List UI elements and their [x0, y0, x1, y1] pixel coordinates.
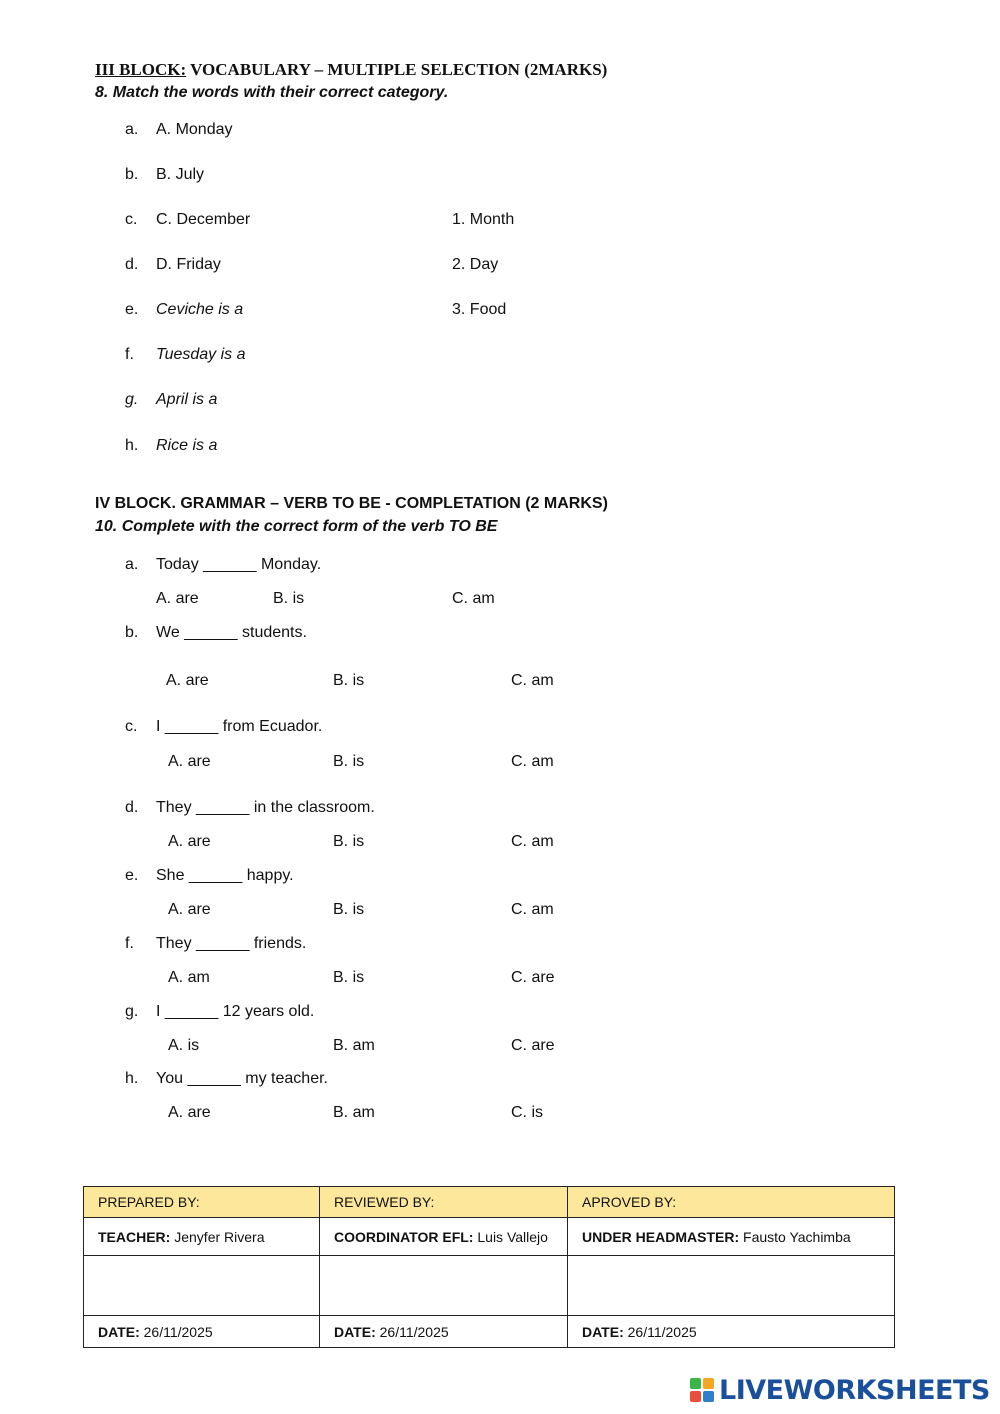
option-c: C. are: [511, 1037, 555, 1054]
option-c: C. are: [511, 969, 555, 986]
question-text: I ______ 12 years old.: [156, 1003, 315, 1020]
list-item: D. Friday: [156, 256, 221, 273]
role-label: UNDER HEADMASTER:: [582, 1228, 740, 1245]
role-label: COORDINATOR EFL:: [334, 1228, 474, 1245]
approval-table: [83, 1186, 895, 1348]
role-name: Luis Vallejo: [473, 1228, 548, 1245]
list-item-letter: e.: [125, 301, 139, 318]
question-text: They ______ in the classroom.: [156, 799, 375, 816]
header-reviewed: REVIEWED BY:: [320, 1187, 568, 1218]
list-item-letter: h.: [125, 437, 139, 454]
question-text: I ______ from Ecuador.: [156, 718, 323, 735]
option-a: A. are: [156, 590, 199, 607]
category-food: 3. Food: [452, 301, 507, 318]
option-c: C. am: [452, 590, 495, 607]
table-row: [84, 1218, 895, 1256]
date-label: DATE:: [582, 1323, 624, 1340]
list-item-letter: g.: [125, 391, 139, 408]
option-b: B. am: [333, 1037, 375, 1054]
option-b: B. am: [333, 1104, 375, 1121]
category-month: 1. Month: [452, 211, 515, 228]
option-b: B. is: [333, 753, 365, 770]
table-row: [84, 1187, 895, 1218]
list-item: Rice is a: [156, 437, 218, 454]
option-b: B. is: [333, 901, 365, 918]
option-a: A. are: [168, 901, 211, 918]
list-item: A. Monday: [156, 121, 233, 138]
liveworksheets-icon: [690, 1378, 716, 1404]
question-letter: f.: [125, 935, 134, 952]
option-b: B. is: [333, 969, 365, 986]
role-name: Jenyfer Rivera: [170, 1228, 265, 1245]
block4-title: IV BLOCK. GRAMMAR – VERB TO BE - COMPLETATION (2 MARKS): [95, 495, 608, 512]
question-text: You ______ my teacher.: [156, 1070, 328, 1087]
question-letter: c.: [125, 718, 138, 735]
date-value: 26/11/2025: [623, 1323, 697, 1340]
option-c: C. am: [511, 753, 554, 770]
date-value: 26/11/2025: [139, 1323, 213, 1340]
list-item-letter: b.: [125, 166, 139, 183]
brand-name: LIVEWORKSHEETS: [719, 1375, 990, 1406]
list-item-letter: d.: [125, 256, 139, 273]
option-b: B. is: [273, 590, 305, 607]
question-letter: h.: [125, 1070, 139, 1087]
table-row: [84, 1256, 895, 1316]
option-a: A. are: [168, 833, 211, 850]
header-approved: APROVED BY:: [568, 1187, 895, 1218]
list-item: C. December: [156, 211, 251, 228]
block4-instruction: 10. Complete with the correct form of the verb TO BE: [95, 518, 498, 535]
question-text: We ______ students.: [156, 624, 307, 641]
question-letter: b.: [125, 624, 139, 641]
block3-title: VOCABULARY – MULTIPLE SELECTION (2MARKS): [186, 60, 608, 79]
role-cell: [320, 1218, 568, 1256]
block3-heading: [95, 60, 607, 80]
date-cell: [320, 1316, 568, 1348]
category-day: 2. Day: [452, 256, 499, 273]
signature-cell: [568, 1256, 895, 1316]
signature-cell: [84, 1256, 320, 1316]
question-text: She ______ happy.: [156, 867, 294, 884]
question-letter: g.: [125, 1003, 139, 1020]
list-item: Ceviche is a: [156, 301, 244, 318]
date-cell: [84, 1316, 320, 1348]
role-label: TEACHER:: [98, 1228, 171, 1245]
date-label: DATE:: [334, 1323, 376, 1340]
option-a: A. are: [168, 1104, 211, 1121]
block3-instruction: 8. Match the words with their correct category.: [95, 84, 449, 101]
option-c: C. am: [511, 833, 554, 850]
list-item-letter: c.: [125, 211, 138, 228]
signature-cell: [320, 1256, 568, 1316]
option-a: A. are: [168, 753, 211, 770]
option-c: C. is: [511, 1104, 543, 1121]
question-letter: e.: [125, 867, 139, 884]
role-cell: [84, 1218, 320, 1256]
date-label: DATE:: [98, 1323, 140, 1340]
option-a: A. is: [168, 1037, 200, 1054]
option-b: B. is: [333, 672, 365, 689]
liveworksheets-logo: [690, 1374, 990, 1408]
list-item-letter: a.: [125, 121, 139, 138]
table-row: [84, 1316, 895, 1348]
option-b: B. is: [333, 833, 365, 850]
option-c: C. am: [511, 901, 554, 918]
option-c: C. am: [511, 672, 554, 689]
date-cell: [568, 1316, 895, 1348]
option-a: A. are: [166, 672, 209, 689]
list-item: Tuesday is a: [156, 346, 246, 363]
header-prepared: PREPARED BY:: [84, 1187, 320, 1218]
list-item: B. July: [156, 166, 205, 183]
role-name: Fausto Yachimba: [739, 1228, 851, 1245]
option-a: A. am: [168, 969, 210, 986]
role-cell: [568, 1218, 895, 1256]
question-text: They ______ friends.: [156, 935, 307, 952]
list-item-letter: f.: [125, 346, 134, 363]
question-text: Today ______ Monday.: [156, 556, 322, 573]
question-letter: a.: [125, 556, 139, 573]
block3-prefix: III BLOCK:: [95, 60, 187, 79]
date-value: 26/11/2025: [375, 1323, 449, 1340]
question-letter: d.: [125, 799, 139, 816]
list-item: April is a: [156, 391, 218, 408]
